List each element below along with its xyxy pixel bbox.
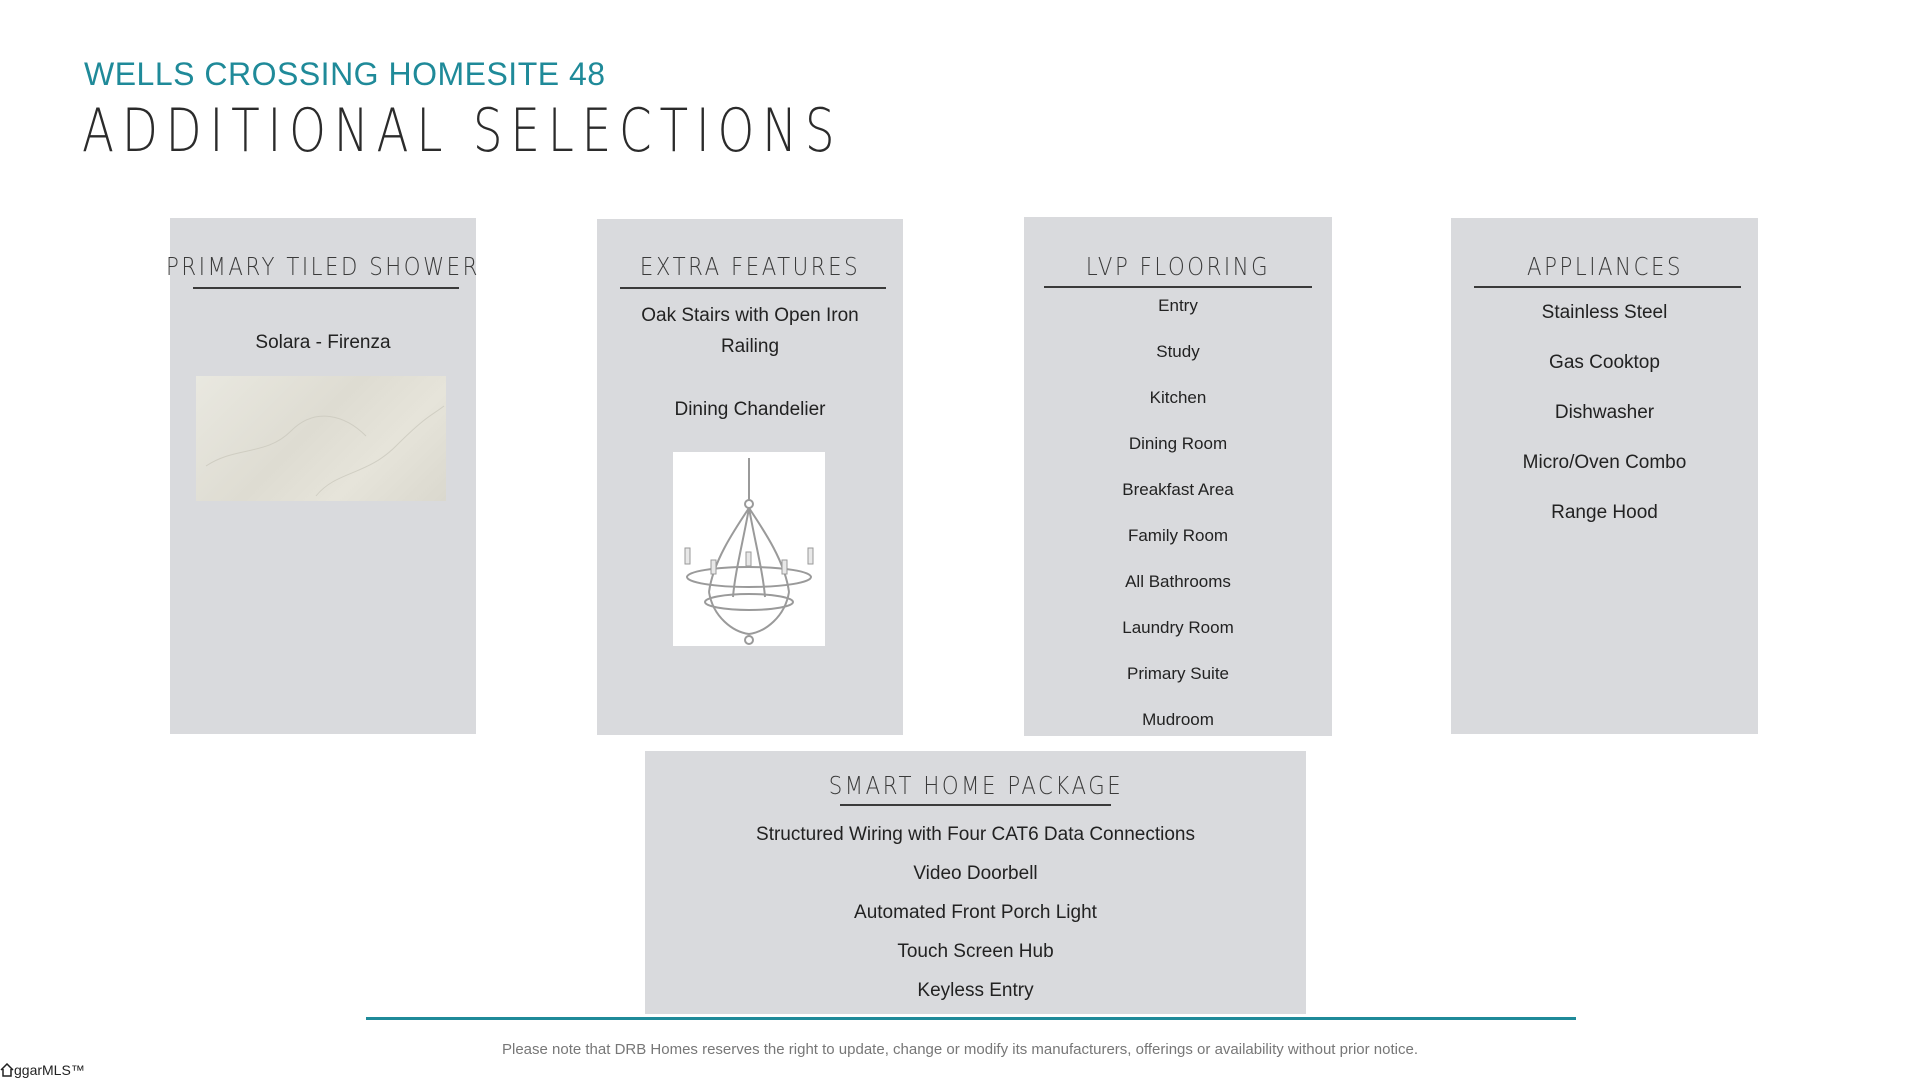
list-item: Dining Room [1128, 434, 1228, 453]
list-item: Touch Screen Hub [897, 941, 1054, 962]
card-extra-features [597, 219, 903, 735]
list-item: Railing [720, 336, 780, 357]
disclaimer-text: Please note that DRB Homes reserves the right to update, change or modify its manufacturers, offerings or availability without prior notice. [501, 1041, 1418, 1058]
list-item: Structured Wiring with Four CAT6 Data Connections [756, 824, 1195, 845]
card-title: SMART HOME PACKAGE [828, 771, 1123, 800]
house-icon [0, 1063, 14, 1077]
card-divider [1044, 286, 1312, 288]
list-item: Family Room [1127, 526, 1229, 545]
card-title: LVP FLOORING [1085, 252, 1271, 281]
list-item: Dining Chandelier [674, 399, 826, 420]
mls-logo [0, 1062, 85, 1078]
logo-text: ggarMLS™ [14, 1062, 85, 1078]
card-divider [840, 804, 1111, 806]
list-item: Micro/Oven Combo [1522, 452, 1687, 473]
list-item: All Bathrooms [1125, 572, 1231, 591]
list-item: Solara - Firenza [255, 332, 391, 353]
list-item: Laundry Room [1122, 618, 1234, 637]
list-item: Automated Front Porch Light [854, 902, 1097, 923]
list-item: Keyless Entry [917, 980, 1034, 1001]
card-appliances [1451, 218, 1758, 734]
list-item: Dishwasher [1554, 402, 1655, 423]
page-title: ADDITIONAL SELECTIONS [82, 96, 843, 166]
card-title: APPLIANCES [1526, 252, 1683, 281]
list-item: Breakfast Area [1122, 480, 1234, 499]
list-item: Entry [1158, 296, 1198, 315]
list-item: Range Hood [1551, 502, 1658, 523]
tile-swatch-image [196, 376, 446, 501]
card-title: EXTRA FEATURES [639, 252, 861, 281]
list-item: Mudroom [1142, 710, 1214, 729]
list-item: Kitchen [1149, 388, 1207, 407]
card-divider [1474, 286, 1741, 288]
chandelier-image [673, 452, 825, 646]
list-item: Study [1156, 342, 1200, 361]
list-item: Stainless Steel [1541, 302, 1668, 323]
card-primary-tiled-shower [166, 218, 480, 734]
card-divider [193, 287, 459, 289]
footer-divider [366, 1017, 1576, 1020]
list-item: Gas Cooktop [1549, 352, 1660, 373]
card-smart-home-package [645, 751, 1306, 1014]
card-lvp-flooring [1024, 217, 1332, 736]
header-subtitle: WELLS CROSSING HOMESITE 48 [84, 56, 606, 92]
list-item: Video Doorbell [913, 863, 1038, 884]
list-item: Primary Suite [1126, 664, 1230, 683]
list-item: Oak Stairs with Open Iron [641, 305, 859, 326]
card-divider [620, 287, 886, 289]
card-title: PRIMARY TILED SHOWER [166, 252, 480, 281]
